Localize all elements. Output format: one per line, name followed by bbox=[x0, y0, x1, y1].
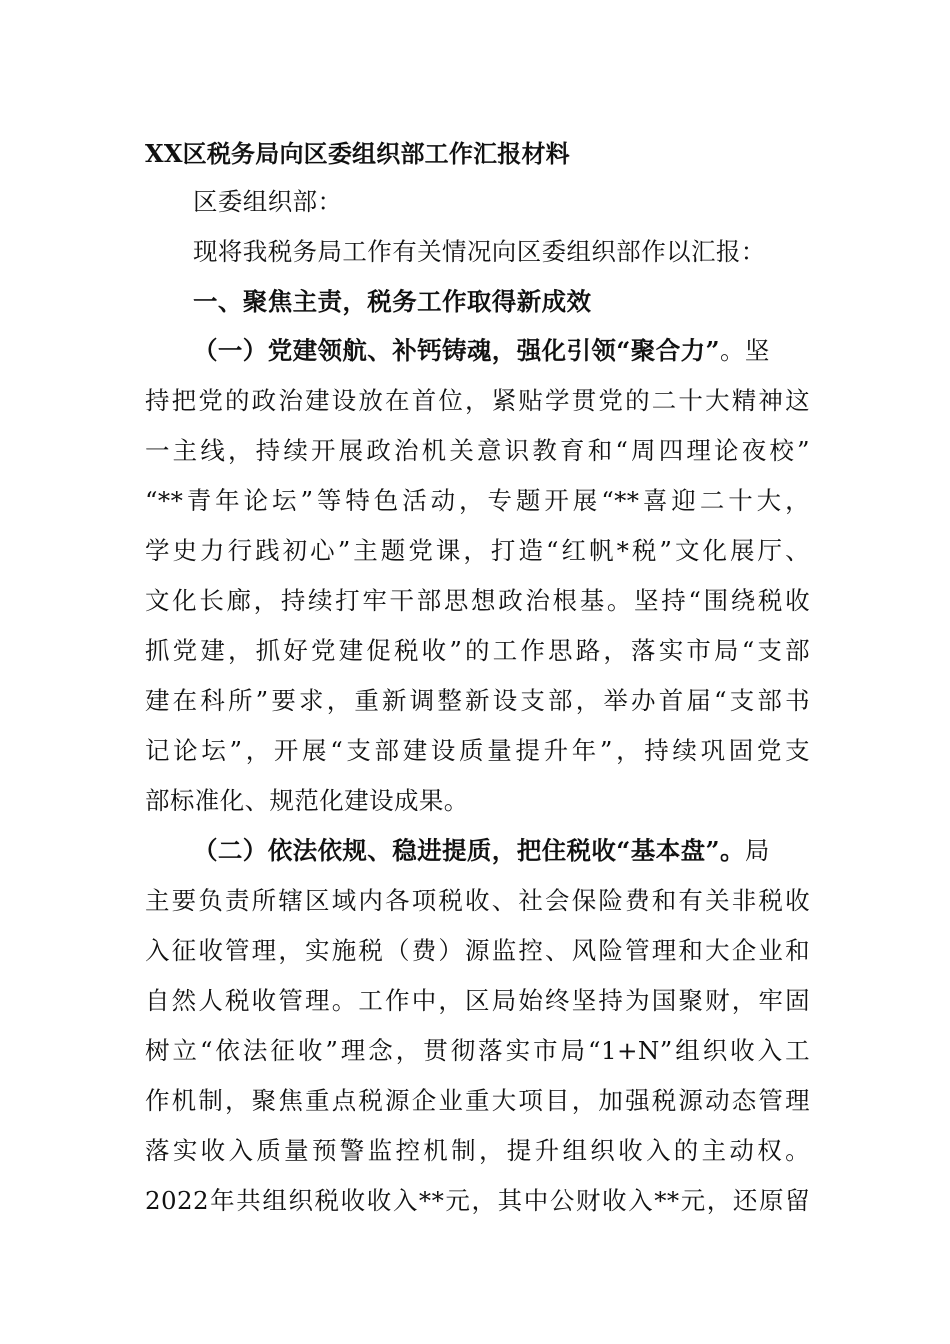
intro-text: 现将我税务局工作有关情况向区委组织部作以汇报： bbox=[193, 237, 766, 266]
paragraph-2-first-line bbox=[193, 836, 810, 866]
paragraph-1-line: “**青年论坛”等特色活动，专题开展“**喜迎二十大， bbox=[145, 486, 810, 515]
paragraph-2-line: 2022年共组织税收收入**元，其中公财收入**元，还原留 bbox=[145, 1186, 810, 1215]
paragraph-2-first-tail: 局 bbox=[744, 836, 770, 865]
paragraph-2-heading: （二）依法依规、稳进提质，把住税收“基本盘”。 bbox=[193, 836, 745, 865]
paragraph-1-first-tail: 。坚 bbox=[719, 336, 770, 365]
paragraph-2-line: 主要负责所辖区域内各项税收、社会保险费和有关非税收 bbox=[145, 886, 810, 915]
section-heading: 一、聚焦主责，税务工作取得新成效 bbox=[193, 287, 592, 316]
paragraph-1-line: 抓党建，抓好党建促税收”的工作思路，落实市局“支部 bbox=[145, 636, 810, 665]
paragraph-1-line: 持把党的政治建设放在首位，紧贴学贯党的二十大精神这 bbox=[145, 386, 810, 415]
paragraph-2-line: 自然人税收管理。工作中，区局始终坚持为国聚财，牢固 bbox=[145, 986, 810, 1015]
paragraph-2-line: 树立“依法征收”理念，贯彻落实市局“1+N”组织收入工 bbox=[145, 1036, 810, 1065]
document-title: XX区税务局向区委组织部工作汇报材料 bbox=[145, 139, 570, 168]
paragraph-2-line: 入征收管理，实施税（费）源监控、风险管理和大企业和 bbox=[145, 936, 810, 965]
paragraph-1-line: 记论坛”，开展“支部建设质量提升年”，持续巩固党支 bbox=[145, 736, 810, 765]
paragraph-1-heading: （一）党建领航、补钙铸魂，强化引领“聚合力” bbox=[193, 336, 720, 365]
paragraph-1-line: 一主线，持续开展政治机关意识教育和“周四理论夜校” bbox=[145, 436, 810, 465]
paragraph-1-first-line bbox=[193, 336, 810, 366]
paragraph-1-last-line: 部标准化、规范化建设成果。 bbox=[145, 786, 469, 815]
salutation: 区委组织部： bbox=[193, 187, 343, 216]
paragraph-1-line: 建在科所”要求，重新调整新设支部，举办首届“支部书 bbox=[145, 686, 810, 715]
paragraph-2-line: 落实收入质量预警监控机制，提升组织收入的主动权。 bbox=[145, 1136, 810, 1165]
paragraph-2-line: 作机制，聚焦重点税源企业重大项目，加强税源动态管理 bbox=[145, 1086, 810, 1115]
paragraph-1-line: 文化长廊，持续打牢干部思想政治根基。坚持“围绕税收 bbox=[145, 586, 810, 615]
paragraph-1-line: 学史力行践初心”主题党课，打造“红帆*税”文化展厅、 bbox=[145, 536, 810, 565]
